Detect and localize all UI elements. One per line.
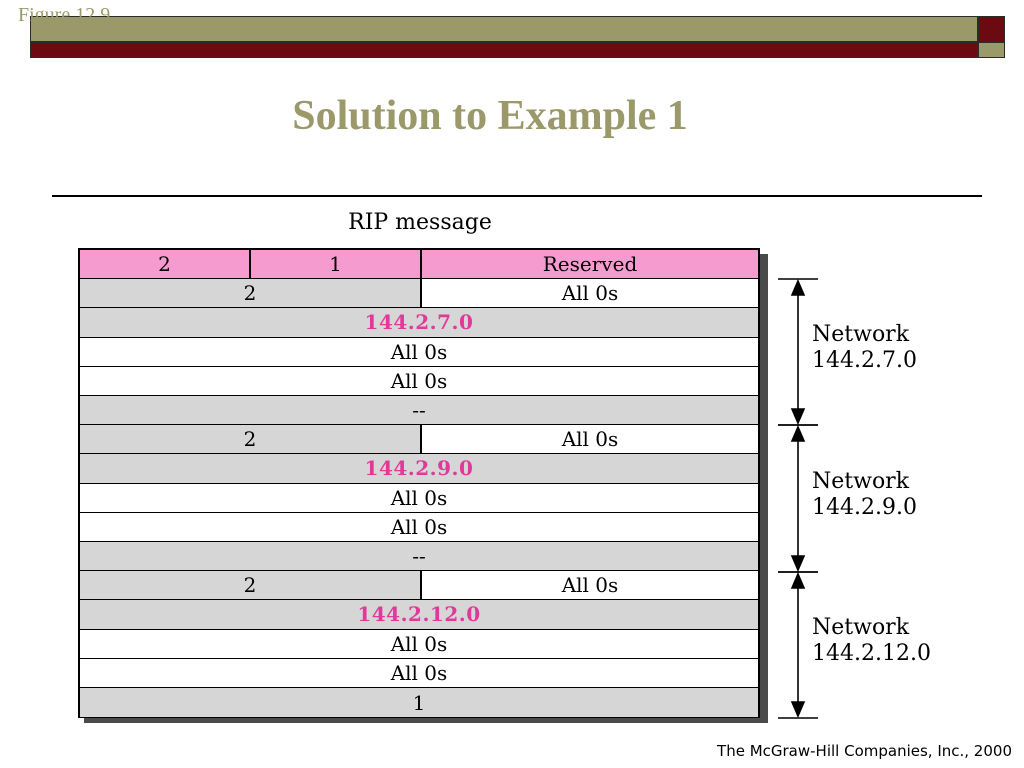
network-label xyxy=(812,322,1012,374)
title-divider xyxy=(52,195,982,197)
network-label-title: Network xyxy=(812,615,910,640)
table-row xyxy=(80,308,758,337)
table-row xyxy=(80,513,758,542)
table-row xyxy=(80,279,758,308)
field-cell: All 0s xyxy=(390,514,448,539)
table-row xyxy=(80,630,758,659)
field-cell: All 0s xyxy=(390,485,448,510)
table-row xyxy=(80,425,758,454)
header-band-olive xyxy=(30,16,978,42)
network-label-address: 144.2.12.0 xyxy=(812,641,931,666)
table-row xyxy=(80,542,758,571)
field-cell: 2 xyxy=(243,281,257,306)
field-cell: All 0s xyxy=(420,425,758,453)
header-square-red xyxy=(978,16,1005,42)
table-row xyxy=(80,396,758,425)
field-cell: Reserved xyxy=(420,250,758,278)
network-address-cell: 144.2.7.0 xyxy=(364,310,474,335)
figure-label: Figure 12.9 xyxy=(18,4,111,26)
field-cell: 1 xyxy=(249,250,420,278)
field-cell: 1 xyxy=(412,690,426,715)
network-address-cell: 144.2.12.0 xyxy=(357,602,481,627)
field-cell: 2 xyxy=(243,573,257,598)
header-square-olive xyxy=(978,42,1005,58)
rip-message-table xyxy=(78,248,760,718)
table-row xyxy=(80,484,758,513)
field-cell: -- xyxy=(412,398,426,423)
network-label-title: Network xyxy=(812,468,910,494)
field-cell: All 0s xyxy=(420,279,758,307)
footer-copyright: The McGraw-Hill Companies, Inc., 2000 xyxy=(717,742,1012,760)
table-row xyxy=(80,571,758,600)
field-cell: All 0s xyxy=(390,368,448,393)
field-cell: All 0s xyxy=(390,631,448,656)
table-row xyxy=(80,338,758,367)
network-label xyxy=(812,469,1012,521)
slide-title: Solution to Example 1 xyxy=(292,93,688,139)
table-row xyxy=(80,600,758,629)
field-cell: All 0s xyxy=(420,571,758,599)
network-address-cell: 144.2.9.0 xyxy=(364,456,474,481)
field-cell: All 0s xyxy=(390,339,448,364)
table-row xyxy=(80,454,758,483)
field-cell: -- xyxy=(412,544,426,569)
table-row xyxy=(80,367,758,396)
field-cell: All 0s xyxy=(390,660,448,685)
network-label-address: 144.2.7.0 xyxy=(812,348,917,373)
field-cell: 2 xyxy=(158,252,171,277)
table-header-row xyxy=(80,250,758,279)
diagram-caption: RIP message xyxy=(348,210,492,235)
table-row xyxy=(80,688,758,717)
table-row xyxy=(80,659,758,688)
network-label-title: Network xyxy=(812,322,910,347)
header-band-red xyxy=(30,42,978,58)
field-cell: 2 xyxy=(243,427,257,452)
network-label xyxy=(812,615,1012,667)
network-label-address: 144.2.9.0 xyxy=(812,494,917,520)
